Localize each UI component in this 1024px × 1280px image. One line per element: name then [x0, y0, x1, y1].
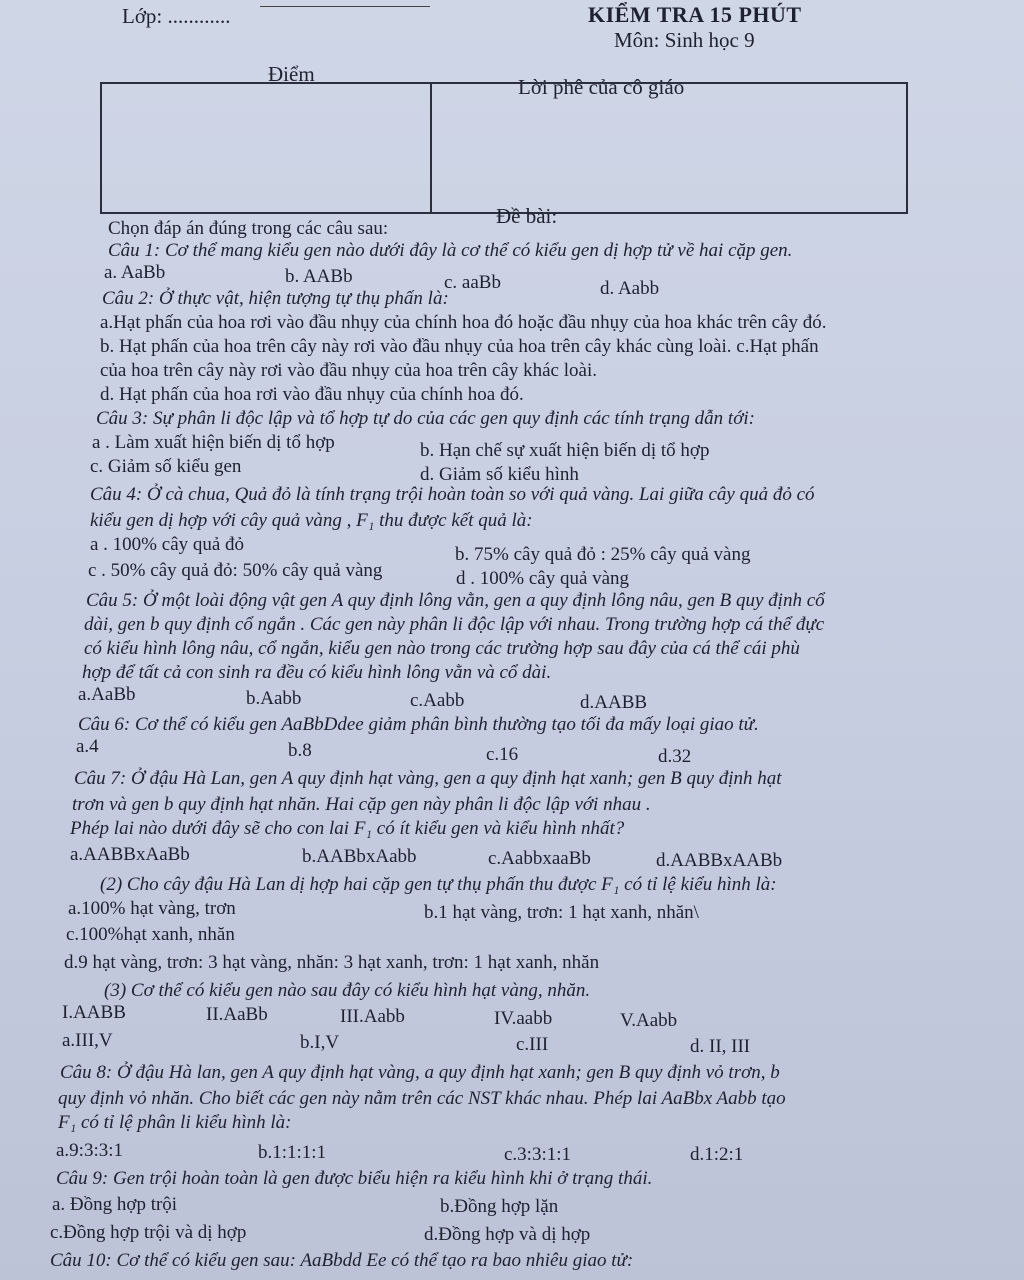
q7-part-2-option-a: a.100% hạt vàng, trơn	[68, 898, 236, 919]
question-5-line-3: có kiểu hình lông nâu, cổ ngắn, kiểu gen nào trong các trường hợp sau đây của cá thể cái phù	[84, 638, 800, 659]
question-9: Câu 9: Gen trội hoàn toàn là gen được biểu hiện ra kiểu hình khi ở trạng thái.	[56, 1168, 653, 1189]
question-8-line-3: F₁ có tỉ lệ phân li kiểu hình là:	[58, 1112, 292, 1133]
q2-line-3: của hoa trên cây này rơi vào đầu nhụy của hoa trên cây khác loài.	[100, 360, 597, 381]
question-2: Câu 2: Ở thực vật, hiện tượng tự thụ phấn là:	[102, 288, 449, 309]
question-4-line-2: kiểu gen dị hợp với cây quả vàng , F₁ thu được kết quả là:	[90, 510, 533, 531]
q9-option-c: c.Đồng hợp trội và dị hợp	[50, 1222, 247, 1243]
q7-option-c: c.AabbxaaBb	[488, 848, 591, 869]
q8-option-d: d.1:2:1	[690, 1144, 744, 1165]
teacher-comment-label: Lời phê của cô giáo	[518, 75, 685, 99]
q7-part-2-option-d: d.9 hạt vàng, trơn: 3 hạt vàng, nhăn: 3 hạt xanh, trơn: 1 hạt xanh, nhăn	[64, 952, 600, 973]
q4-option-a: a . 100% cây quả đỏ	[90, 534, 245, 555]
q7-option-d: d.AABBxAABb	[656, 850, 783, 871]
q7-part-3-option-b: b.I,V	[300, 1032, 340, 1053]
question-7-line-3: Phép lai nào dưới đây sẽ cho con lai F₁ có ít kiểu gen và kiểu hình nhất?	[70, 818, 625, 839]
q3-option-d: d. Giảm số kiểu hình	[420, 464, 579, 485]
question-1: Câu 1: Cơ thể mang kiểu gen nào dưới đây là cơ thể có kiểu gen dị hợp tử về hai cặp gen.	[108, 240, 793, 261]
question-6: Câu 6: Cơ thể có kiểu gen AaBbDdee giảm phân bình thường tạo tối đa mấy loại giao tử.	[78, 714, 759, 735]
q4-option-d: d . 100% cây quả vàng	[456, 568, 630, 589]
q8-option-a: a.9:3:3:1	[56, 1140, 124, 1161]
class-label: Lớp: ............	[122, 4, 231, 28]
q7-part-3-option-c: c.III	[516, 1034, 549, 1055]
q2-line-4: d. Hạt phấn của hoa rơi vào đầu nhụy của chính hoa đó.	[100, 384, 524, 405]
q3-option-c: c. Giảm số kiểu gen	[90, 456, 242, 477]
q5-option-d: d.AABB	[580, 692, 648, 713]
q7-part-3-item-4: IV.aabb	[494, 1008, 553, 1029]
q7-part-3-option-a: a.III,V	[62, 1030, 113, 1051]
q7-part-3-item-3: III.Aabb	[340, 1006, 405, 1027]
question-4-line-1: Câu 4: Ở cà chua, Quả đỏ là tính trạng trội hoàn toàn so với quả vàng. Lai giữa cây quả đỏ có	[90, 484, 815, 505]
q6-option-c: c.16	[486, 744, 519, 765]
q1-option-a: a. AaBb	[104, 262, 166, 283]
teacher-comment-cell	[432, 84, 906, 212]
q7-part-3-item-2: II.AaBb	[206, 1004, 268, 1025]
question-7-line-1: Câu 7: Ở đậu Hà Lan, gen A quy định hạt vàng, gen a quy định hạt xanh; gen B quy định hạt	[74, 768, 782, 789]
q9-option-a: a. Đồng hợp trội	[52, 1194, 178, 1215]
score-cell	[102, 84, 432, 212]
score-table	[100, 82, 908, 214]
q9-option-b: b.Đồng hợp lặn	[440, 1196, 559, 1217]
question-8-line-1: Câu 8: Ở đậu Hà lan, gen A quy định hạt vàng, a quy định hạt xanh; gen B quy định vỏ trơn, b	[60, 1062, 780, 1083]
score-label: Điểm	[268, 62, 315, 86]
q2-line-1: a.Hạt phấn của hoa rơi vào đầu nhụy của chính hoa đó hoặc đầu nhụy của hoa khác trên cây đó.	[100, 312, 827, 333]
question-7-line-2: trơn và gen b quy định hạt nhăn. Hai cặp gen này phân li độc lập với nhau .	[72, 794, 651, 815]
question-5-line-1: Câu 5: Ở một loài động vật gen A quy định lông vằn, gen a quy định lông nâu, gen B quy định cổ	[86, 590, 825, 611]
question-3: Câu 3: Sự phân li độc lập và tổ hợp tự do của các gen quy định các tính trạng dẫn tới:	[96, 408, 755, 429]
instruction: Chọn đáp án đúng trong các câu sau:	[108, 218, 389, 239]
q7-part-3-item-5: V.Aabb	[620, 1010, 678, 1031]
exam-title: KIỂM TRA 15 PHÚT	[588, 2, 802, 27]
q7-option-a: a.AABBxAaBb	[70, 844, 190, 865]
question-7-part-3: (3) Cơ thể có kiểu gen nào sau đây có kiểu hình hạt vàng, nhăn.	[104, 980, 591, 1001]
q4-option-c: c . 50% cây quả đỏ: 50% cây quả vàng	[88, 560, 383, 581]
header-rule	[260, 6, 430, 7]
q5-option-a: a.AaBb	[78, 684, 136, 705]
q2-line-2: b. Hạt phấn của hoa trên cây này rơi vào đầu nhụy của hoa trên cây khác cùng loài. c.Hạt phấn	[100, 336, 819, 357]
q1-option-b: b. AABb	[285, 266, 353, 287]
q5-option-c: c.Aabb	[410, 690, 465, 711]
q3-option-b: b. Hạn chế sự xuất hiện biến dị tổ hợp	[420, 440, 710, 461]
q7-part-2-option-b: b.1 hạt vàng, trơn: 1 hạt xanh, nhăn\	[424, 902, 699, 923]
q8-option-c: c.3:3:1:1	[504, 1144, 572, 1165]
question-5-line-4: hợp để tất cả con sinh ra đều có kiểu hình lông vằn và cổ dài.	[82, 662, 552, 683]
question-8-line-2: quy định vỏ nhăn. Cho biết các gen này nằm trên các NST khác nhau. Phép lai AaBbx Aabb tạo	[58, 1088, 786, 1109]
section-title: Đề bài:	[496, 204, 558, 228]
q7-part-3-option-d: d. II, III	[690, 1036, 751, 1057]
q6-option-d: d.32	[658, 746, 692, 767]
q6-option-a: a.4	[76, 736, 99, 757]
question-7-part-2: (2) Cho cây đậu Hà Lan dị hợp hai cặp gen tự thụ phấn thu được F₁ có tỉ lệ kiểu hình là:	[100, 874, 777, 895]
q3-option-a: a . Làm xuất hiện biến dị tổ hợp	[92, 432, 335, 453]
q6-option-b: b.8	[288, 740, 312, 761]
q7-part-2-option-c: c.100%hạt xanh, nhăn	[66, 924, 235, 945]
q8-option-b: b.1:1:1:1	[258, 1142, 327, 1163]
q5-option-b: b.Aabb	[246, 688, 302, 709]
q4-option-b: b. 75% cây quả đỏ : 25% cây quả vàng	[455, 544, 751, 565]
q9-option-d: d.Đồng hợp và dị hợp	[424, 1224, 591, 1245]
q1-option-c: c. aaBb	[444, 272, 501, 293]
subject-label: Môn: Sinh học 9	[614, 28, 755, 52]
question-5-line-2: dài, gen b quy định cổ ngắn . Các gen này phân li độc lập với nhau. Trong trường hợp cá thể đực	[84, 614, 825, 635]
question-10: Câu 10: Cơ thể có kiểu gen sau: AaBbdd Ee có thể tạo ra bao nhiêu giao tử:	[50, 1250, 634, 1271]
q1-option-d: d. Aabb	[600, 278, 660, 299]
q7-option-b: b.AABbxAabb	[302, 846, 417, 867]
q7-part-3-item-1: I.AABB	[62, 1002, 126, 1023]
